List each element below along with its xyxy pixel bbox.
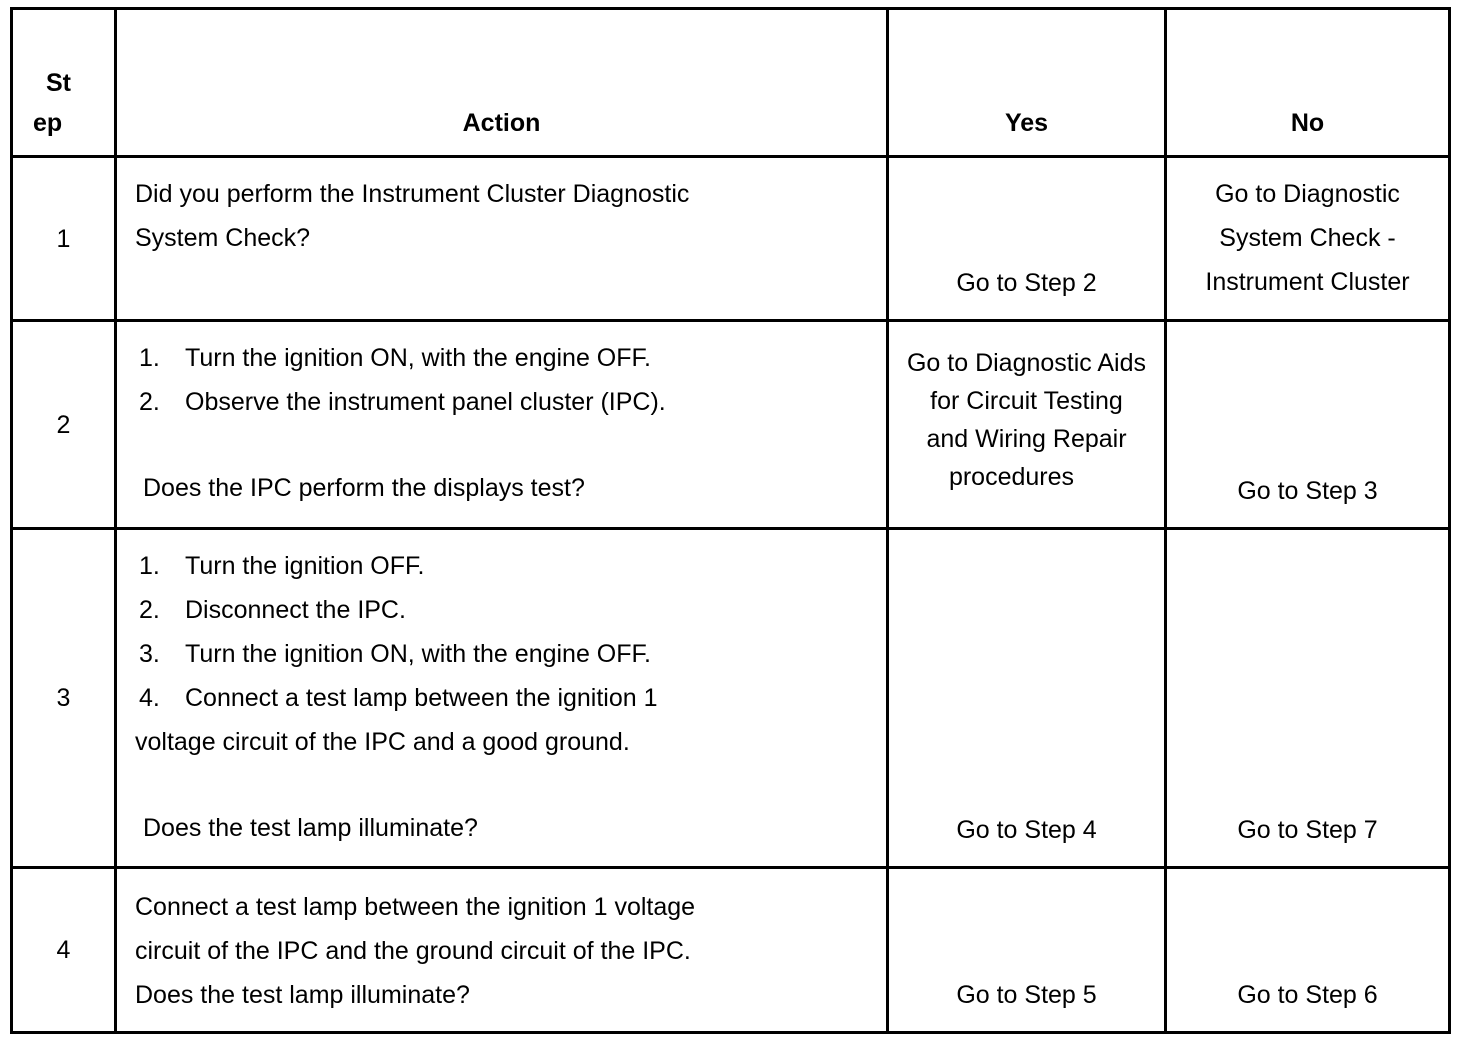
list-text: Disconnect the IPC. [185,596,406,624]
action-continuation: voltage circuit of the IPC and a good ground. [135,728,630,756]
header-step [12,9,116,157]
list-item [135,632,886,676]
diagnostic-table [10,7,1448,1031]
yes-line: for Circuit Testing [930,387,1123,415]
no-cell [1166,157,1450,321]
list-number: 1. [139,552,160,580]
question: Does the test lamp illuminate? [143,814,478,842]
table-row [12,321,1450,529]
table-row [12,157,1450,321]
list-text: Turn the ignition ON, with the engine OFF. [185,344,651,372]
action-cell [116,868,888,1033]
list-number: 1. [139,344,160,372]
action-line: Connect a test lamp between the ignition 1 voltage [135,893,696,921]
list-number: 4. [139,684,160,712]
list-item [135,676,886,720]
yes-line: Go to Diagnostic Aids [906,349,1146,377]
yes-cell: Go to Step 5 [888,868,1166,1033]
list-number: 2. [139,596,160,624]
header-step-line2: ep [33,109,63,137]
diagnostic-table-grid [10,7,1451,1034]
yes-cell: Go to Step 4 [888,529,1166,868]
list-number: 2. [139,388,160,416]
yes-line: procedures [948,463,1075,491]
action-cell [116,321,888,529]
list-text: Turn the ignition ON, with the engine OFF. [185,640,651,668]
list-text: Observe the instrument panel cluster (IPC). [185,388,666,416]
question: Does the IPC perform the displays test? [143,474,585,502]
yes-cell [888,321,1166,529]
action-line: System Check? [135,224,311,252]
header-no: No [1166,9,1450,157]
no-cell: Go to Step 7 [1166,529,1450,868]
no-cell: Go to Step 3 [1166,321,1450,529]
yes-line: and Wiring Repair [926,425,1127,453]
list-item [135,380,886,424]
action-cell [116,157,888,321]
step-number: 4 [12,868,116,1033]
no-line: System Check - [1219,224,1396,252]
header-yes: Yes [888,9,1166,157]
action-line: Does the test lamp illuminate? [135,981,470,1009]
list-number: 3. [139,640,160,668]
table-row [12,529,1450,868]
action-line: Did you perform the Instrument Cluster Diagnostic [135,180,690,208]
no-line: Instrument Cluster [1205,268,1410,296]
header-step-line1: St [46,69,71,97]
header-action: Action [116,9,888,157]
list-item [135,336,886,380]
table-row [12,868,1450,1033]
list-text: Turn the ignition OFF. [185,552,425,580]
list-item [135,544,886,588]
no-cell: Go to Step 6 [1166,868,1450,1033]
no-line: Go to Diagnostic [1215,180,1400,208]
list-text: Connect a test lamp between the ignition 1 [185,684,658,712]
step-number: 3 [12,529,116,868]
action-cell [116,529,888,868]
header-row [12,9,1450,157]
list-item [135,588,886,632]
action-line: circuit of the IPC and the ground circuit of the IPC. [135,937,691,965]
yes-cell: Go to Step 2 [888,157,1166,321]
step-number: 1 [12,157,116,321]
step-number: 2 [12,321,116,529]
